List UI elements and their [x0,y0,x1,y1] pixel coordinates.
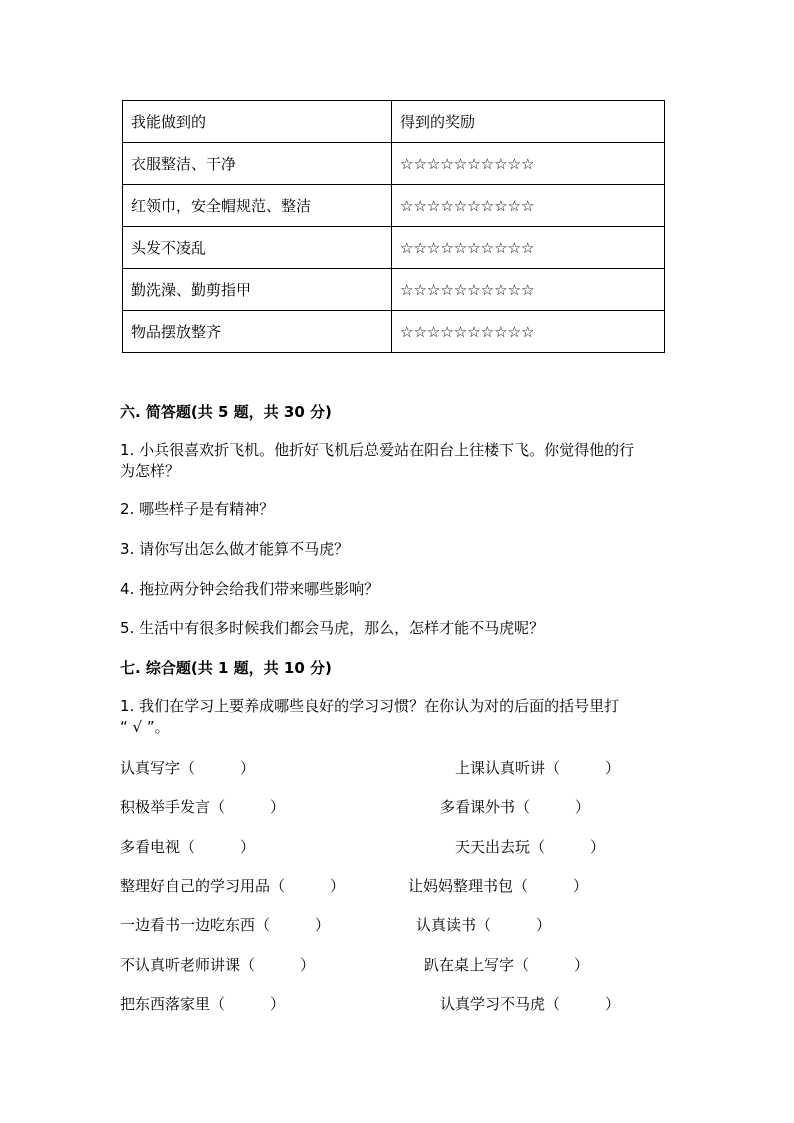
habit-item: 认真学习不马虎（ ） [440,995,621,1013]
table-cell-label: 衣服整洁、干净 [123,143,392,185]
section7-heading: 七. 综合题(共 1 题，共 10 分) [120,659,332,677]
habit-item: 天天出去玩（ ） [455,838,606,856]
question-text: “ √ ”。 [120,718,170,736]
habit-item: 积极举手发言（ ） [120,798,286,816]
question-text: 1. 我们在学习上要养成哪些良好的学习习惯？在你认为对的后面的括号里打 [120,697,620,715]
question-text: 2. 哪些样子是有精神？ [120,500,275,518]
table-row [123,311,665,353]
question-text: 3. 请你写出怎么做才能算不马虎？ [120,540,350,558]
table-cell-stars: ☆☆☆☆☆☆☆☆☆☆ [392,311,665,353]
table-cell-stars: ☆☆☆☆☆☆☆☆☆☆ [392,185,665,227]
habit-item: 趴在桌上写字（ ） [424,956,590,974]
table-cell-stars: ☆☆☆☆☆☆☆☆☆☆ [392,269,665,311]
habit-item: 整理好自己的学习用品（ ） [120,877,346,895]
table-cell-label: 头发不凌乱 [123,227,392,269]
habit-item: 让妈妈整理书包（ ） [408,877,589,895]
question-text: 为怎样？ [120,462,181,480]
habit-item: 不认真听老师讲课（ ） [120,956,316,974]
habit-item: 多看课外书（ ） [440,798,591,816]
habit-item: 多看电视（ ） [120,838,256,856]
habit-item: 认真写字（ ） [120,759,256,777]
table-row [123,227,665,269]
table-cell-stars: ☆☆☆☆☆☆☆☆☆☆ [392,143,665,185]
table-header-cell: 得到的奖励 [392,101,665,143]
table-cell-label: 物品摆放整齐 [123,311,392,353]
reward-table [122,100,665,353]
table-cell-stars: ☆☆☆☆☆☆☆☆☆☆ [392,227,665,269]
section6-heading: 六. 简答题(共 5 题，共 30 分) [120,403,332,421]
question-text: 1. 小兵很喜欢折飞机。他折好飞机后总爱站在阳台上往楼下飞。你觉得他的行 [120,441,635,459]
habit-item: 一边看书一边吃东西（ ） [120,916,331,934]
habit-item: 认真读书（ ） [416,916,552,934]
table-row [123,143,665,185]
habit-item: 上课认真听讲（ ） [455,759,621,777]
table-cell-label: 勤洗澡、勤剪指甲 [123,269,392,311]
question-text: 4. 拖拉两分钟会给我们带来哪些影响？ [120,580,380,598]
question-text: 5. 生活中有很多时候我们都会马虎，那么，怎样才能不马虎呢？ [120,619,545,637]
table-row [123,185,665,227]
table-header-row [123,101,665,143]
habit-item: 把东西落家里（ ） [120,995,286,1013]
table-header-cell: 我能做到的 [123,101,392,143]
table-row [123,269,665,311]
table-cell-label: 红领巾，安全帽规范、整洁 [123,185,392,227]
